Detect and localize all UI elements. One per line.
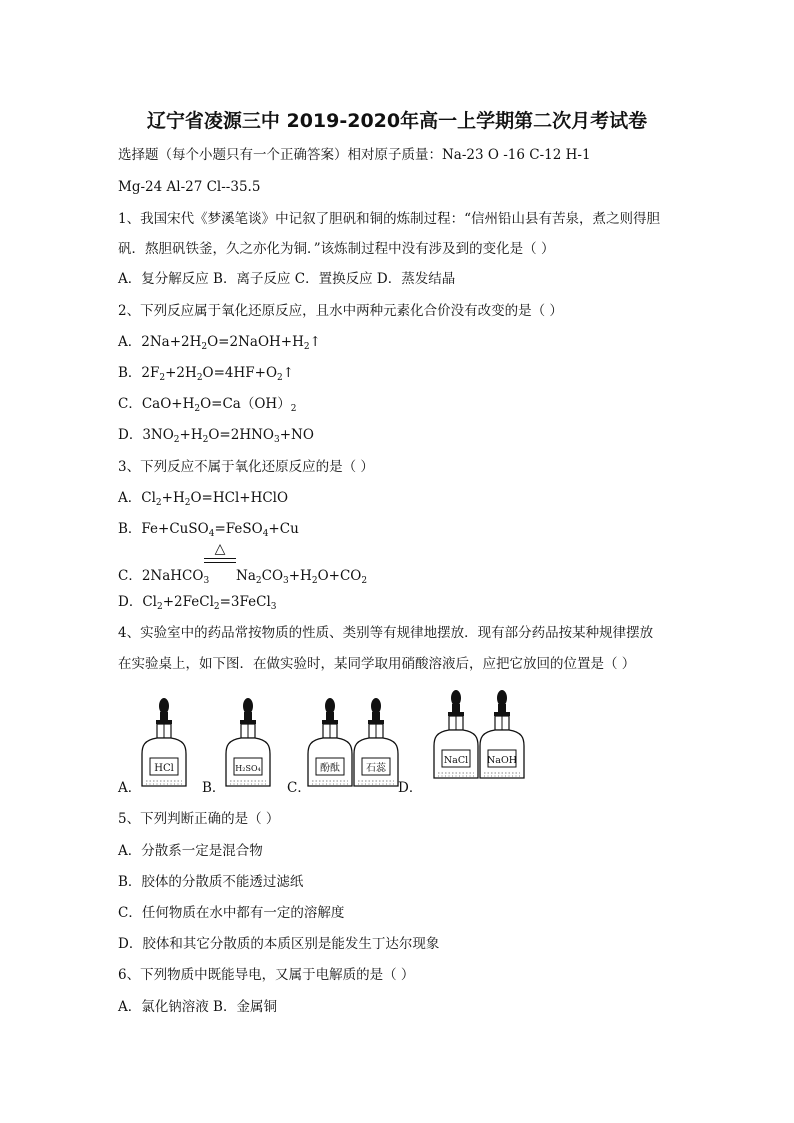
reaction-equals-sign: [204, 558, 236, 563]
q4-option-c-label: C．: [287, 780, 311, 796]
q1-stem-line2: 矾．熬胆矾铁釜，久之亦化为铜．”该炼制过程中没有涉及到的变化是（ ）: [118, 241, 555, 257]
bottle-nacl-label: NaCl: [443, 755, 469, 766]
q4-option-a-label: A．: [118, 780, 142, 796]
q5-option-d: D．胶体和其它分散质的本质区别是能发生丁达尔现象: [118, 936, 440, 952]
q2-option-c: C．$CaO+H_2O=Ca(OH)_2$: [118, 396, 297, 414]
bottle-phenolphthalein-label: 酚酞: [320, 763, 340, 774]
q4-stem-line1: 4、实验室中的药品常按物质的性质、类别等有规律地摆放．现有部分药品按某种规律摆放: [118, 625, 654, 641]
q5-stem: 5、下列判断正确的是（ ）: [118, 811, 280, 827]
bottle-naoh: [480, 690, 524, 778]
q3-option-b: B．Fe+CuSO$_4$=FeSO$_4$+Cu: [118, 521, 299, 539]
q5-option-c: C．任何物质在水中都有一定的溶解度: [118, 905, 345, 921]
bottle-nacl: [434, 690, 478, 778]
instruction-line-2: Mg-24 Al-27 Cl--35.5: [118, 179, 261, 195]
q3-option-c: C．2NaHCO$_3$: [118, 568, 210, 586]
q4-option-b-label: B．: [202, 780, 226, 796]
q5-option-b: B．胶体的分散质不能透过滤纸: [118, 874, 304, 890]
bottle-litmus: [354, 698, 398, 786]
q6-options: A．氯化钠溶液 B．金属铜: [118, 999, 277, 1015]
q2-option-a: A．$2Na+2H_2O=2NaOH+H_2↑$: [118, 334, 321, 352]
q4-stem-line2: 在实验桌上，如下图．在做实验时，某同学取用硝酸溶液后，应把它放回的位置是（ ）: [118, 656, 636, 672]
q3-stem: 3、下列反应不属于氧化还原反应的是（ ）: [118, 459, 374, 475]
q1-stem-line1: 1、我国宋代《梦溪笔谈》中记叙了胆矾和铜的炼制过程：“信州铅山县有苦泉，煮之则得胆: [118, 211, 660, 227]
q6-stem: 6、下列物质中既能导电，又属于电解质的是（ ）: [118, 967, 415, 983]
q3-option-c-products: $Na_2CO_3+H_2O+CO_2$: [236, 568, 368, 586]
q3-option-d: D．$Cl_2+2FeCl_2=3FeCl_3$: [118, 594, 277, 612]
q3-option-a: A．$Cl_2+H_2O=HCl+HClO$: [118, 490, 289, 508]
bottle-hcl: [142, 698, 186, 786]
q2-option-b: B．$2F_2+2H_2O=4HF+O_2↑$: [118, 365, 295, 383]
bottle-h2so4: [226, 698, 270, 786]
instruction-line: 选择题（每个小题只有一个正确答案）相对原子质量：Na-23 O -16 C-12 H-1: [118, 147, 591, 163]
reagent-bottles-figure: [118, 690, 538, 800]
q5-option-a: A．分散系一定是混合物: [118, 843, 263, 859]
exam-title: 辽宁省凌源三中 2019-2020年高一上学期第二次月考试卷: [146, 110, 648, 132]
bottle-naoh-label: NaOH: [486, 755, 518, 766]
bottle-phenolphthalein: [308, 698, 352, 786]
heat-symbol: △: [214, 541, 226, 557]
q2-option-d: D．$3NO_2+H_2O=2HNO_3+NO$: [118, 427, 314, 445]
bottle-hcl-label: HCl: [154, 763, 174, 774]
q1-options: A．复分解反应 B．离子反应 C．置换反应 D．蒸发结晶: [118, 271, 456, 287]
q2-stem: 2、下列反应属于氧化还原反应，且水中两种元素化合价没有改变的是（ ）: [118, 303, 563, 319]
bottle-litmus-label: 石蕊: [366, 763, 386, 774]
q4-option-d-label: D．: [398, 780, 423, 796]
bottle-h2so4-label: H₂SO₄: [235, 764, 261, 773]
